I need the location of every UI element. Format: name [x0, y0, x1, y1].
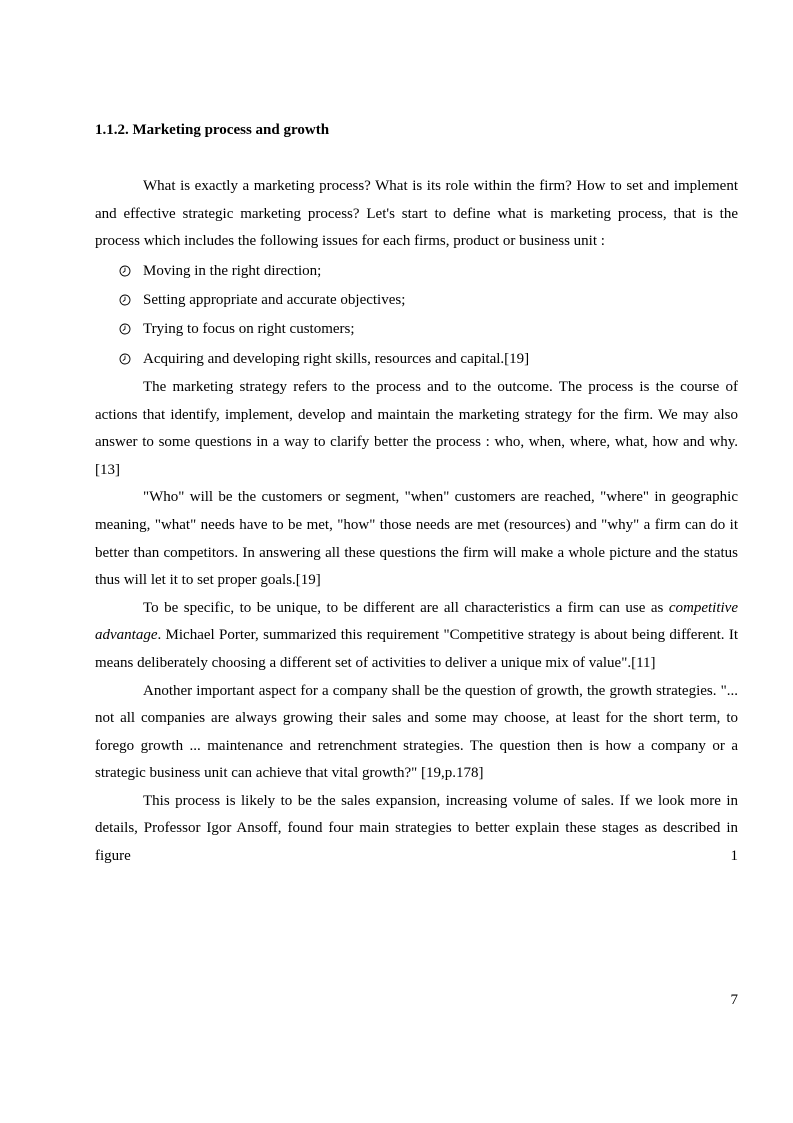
paragraph-ansoff: This process is likely to be the sales expansion, increasing volume of sales. If we look more in details, Professor Igor Ansoff, found four main strategies to better explain these stages as described in figure 1 [95, 792, 738, 865]
emphasis-term: competitive advantage [95, 599, 738, 644]
list-item [95, 315, 738, 344]
list-item [95, 345, 738, 374]
list-item-text: Acquiring and developing right skills, resources and capital.[19] [143, 350, 530, 367]
clock-icon [119, 353, 131, 365]
clock-icon [119, 265, 131, 277]
bullet-list [95, 257, 738, 374]
list-item-text: Moving in the right direction; [143, 262, 322, 279]
text-run: To be specific, to be unique, to be different are all characteristics a firm can use as [143, 599, 669, 616]
list-item-text: Trying to focus on right customers; [143, 321, 355, 338]
list-item [95, 286, 738, 315]
list-item [95, 257, 738, 286]
paragraph-competitive-advantage [95, 595, 738, 678]
paragraph-process: The marketing strategy refers to the process and to the outcome. The process is the course of actions that identify, implement, develop and maintain the marketing strategy for the firm. We may also answer to some questions in a way to clarify better the process : who, when, where, what, how and why.[13] [95, 378, 738, 478]
list-item-text: Setting appropriate and accurate objectives; [143, 292, 406, 309]
body-text [95, 173, 738, 871]
text-run: . Michael Porter, summarized this requirement "Competitive strategy is about being different. It means deliberately choosing a different set of activities to deliver a unique mix of value".[11] [95, 627, 738, 671]
section-heading: 1.1.2. Marketing process and growth [95, 122, 330, 138]
page-number: 7 [730, 992, 738, 1008]
clock-icon [119, 323, 131, 335]
clock-icon [119, 294, 131, 306]
paragraph-growth: Another important aspect for a company shall be the question of growth, the growth strategies. "... not all companies are always growing their sales and some may choose, at least for the short term, to forego growth ... maintenance and retrenchment strategies. The question then is how a company or a strategic business unit can achieve that vital growth?" [19,p.178] [95, 682, 738, 782]
paragraph-questions: "Who" will be the customers or segment, "when" customers are reached, "where" in geographic meaning, "what" needs have to be met, "how" those needs are met (resources) and "why" a firm can do it better than competitors. In answering all these questions the firm will make a whole picture and the status thus will let it to set proper goals.[19] [95, 489, 738, 589]
paragraph-intro: What is exactly a marketing process? What is its role within the firm? How to set and implement and effective strategic marketing process? Let's start to define what is marketing process, that is the process which includes the following issues for each firms, product or business unit : [95, 178, 738, 250]
